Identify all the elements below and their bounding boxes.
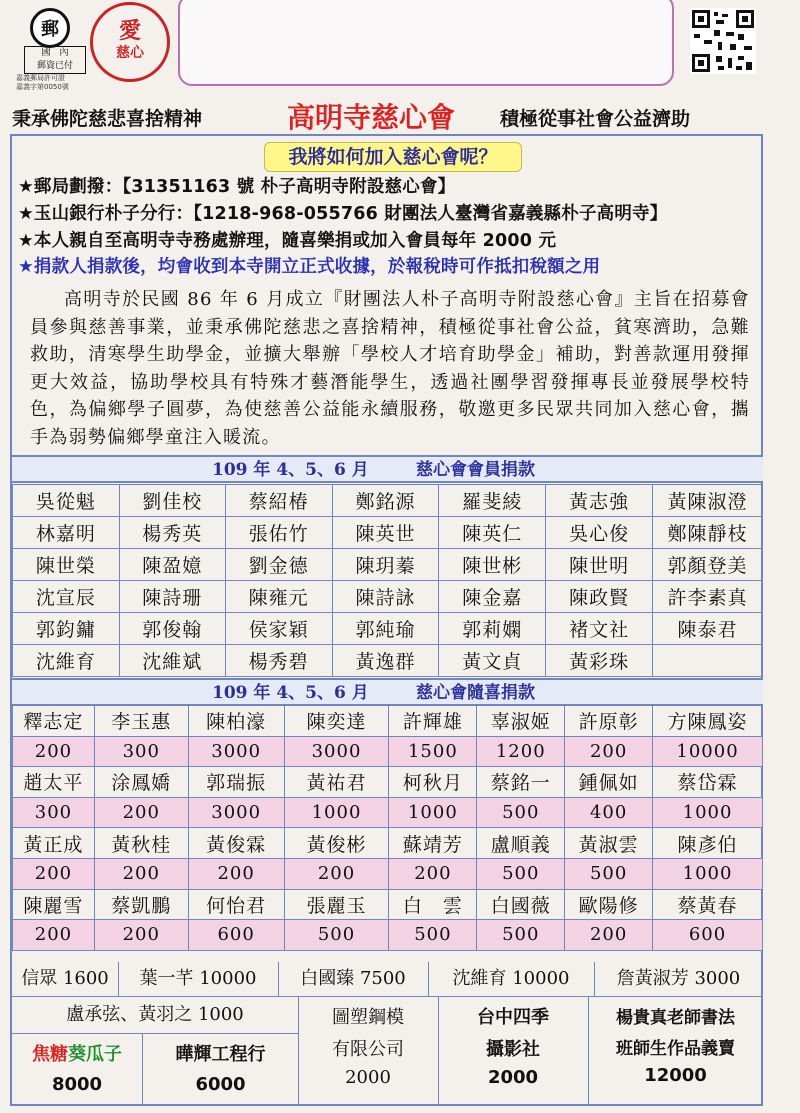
donation-amount: 1200: [477, 736, 565, 767]
donation-amount: 1500: [389, 736, 477, 767]
title-left: 秉承佛陀慈悲喜捨精神: [12, 108, 203, 130]
donor-name-row: [13, 706, 763, 737]
donation-amount: 300: [94, 736, 188, 767]
donation-amount: 500: [477, 920, 565, 951]
donation-amount: 200: [13, 736, 95, 767]
donor-name-row: [13, 828, 763, 859]
postage-paid-box: 國 內 郵資已付: [24, 46, 86, 74]
member-name: 林嘉明: [13, 517, 120, 549]
join-banner: 我將如何加入慈心會呢？: [264, 142, 522, 172]
postal-transfer-line: ★郵局劃撥：【31351163 號 朴子高明寺附設慈心會】: [18, 177, 456, 197]
member-name: 黃逸群: [332, 645, 439, 677]
donation-amount: 500: [477, 858, 565, 889]
member-name: 吳從魁: [13, 485, 120, 517]
engineering-amount: 6000: [195, 1074, 246, 1095]
donation-amount: 200: [389, 858, 477, 889]
member-name: 郭鈞鏞: [13, 613, 120, 645]
table-row: [13, 581, 763, 613]
donor-name: 歐陽修: [565, 889, 653, 920]
member-name: 陳金嘉: [439, 581, 546, 613]
donor-name: 辜淑姬: [477, 706, 565, 737]
donor-name: 黃祐君: [284, 767, 389, 798]
donor-name-row: [13, 767, 763, 798]
member-name: 沈宣辰: [13, 581, 120, 613]
postage-stamp: [10, 8, 88, 91]
member-name: 陳世榮: [13, 549, 120, 581]
donor-name: 張麗玉: [284, 889, 389, 920]
donation-amount: 500: [565, 858, 653, 889]
member-name: 沈維斌: [119, 645, 225, 677]
post-logo-icon: 郵: [30, 8, 70, 48]
sponsors-row: [12, 997, 763, 1106]
donor-name-row: [13, 889, 763, 920]
intro-paragraph: 高明寺於民國 86 年 6 月成立『財團法人朴子高明寺附設慈心會』主旨在招募會員參與慈善事業，並秉承佛陀慈悲之喜捨精神，積極從事社會公益，貧寒濟助，急難救助，清寒學生助學金，並擴大舉辦「學校人才培育助學金」補助，對善款運用發揮更大效益，協助學校具有特殊才藝潛能學生，透過社團學習發揮專長並發展學校特色，為偏鄉學子圓夢，為使慈善公益能永續服務，敬邀更多民眾共同加入慈心會，攜手為弱勢偏鄉學童注入暖流。: [30, 289, 750, 448]
qr-code-icon: [690, 8, 756, 74]
snack-sponsor: 焦糖葵瓜子 8000: [12, 1034, 143, 1106]
member-name: 黃陳淑澄: [653, 485, 763, 517]
member-name: 郭俊翰: [119, 613, 225, 645]
members-heading: [12, 455, 763, 483]
donation-amount: 300: [13, 797, 95, 828]
art-amount: 12000: [644, 1065, 707, 1086]
member-name: 陳英仁: [439, 517, 546, 549]
page-title-row: [0, 96, 800, 134]
table-row: [13, 613, 763, 645]
donor-name: 李玉惠: [94, 706, 188, 737]
donor-name: 蘇靖芳: [389, 828, 477, 859]
member-name: 黃志強: [546, 485, 653, 517]
extra-donation: 白國臻 7500: [278, 962, 429, 996]
donor-name: 釋志定: [13, 706, 95, 737]
donations-period: 109 年 4、5、6 月: [212, 683, 369, 703]
table-row: [13, 485, 763, 517]
member-name: 吳心俊: [546, 517, 653, 549]
donor-name: 陳彥伯: [653, 828, 763, 859]
donor-name: 白 雲: [389, 889, 477, 920]
donation-amount: 200: [565, 920, 653, 951]
extra-donation: 信眾 1600: [12, 962, 119, 996]
donor-amount-row: [13, 797, 763, 828]
donations-table: [12, 705, 763, 951]
member-name: 陳英世: [332, 517, 439, 549]
donor-name: 郭瑞振: [188, 767, 284, 798]
donation-amount: 500: [477, 797, 565, 828]
member-name: 劉佳校: [119, 485, 225, 517]
donation-amount: 200: [284, 858, 389, 889]
donation-amount: 1000: [389, 797, 477, 828]
sponsor-group-left: [12, 997, 299, 1106]
member-name: 鄭銘源: [332, 485, 439, 517]
donations-title: 慈心會隨喜捐款: [416, 683, 535, 703]
member-name: 黃文貞: [439, 645, 546, 677]
donation-amount: 1000: [653, 797, 763, 828]
donor-name: 盧順義: [477, 828, 565, 859]
donor-name: 涂鳳嬌: [94, 767, 188, 798]
member-name: 褚文社: [546, 613, 653, 645]
donor-name: 蔡銘一: [477, 767, 565, 798]
extra-donation: 沈維育 10000: [428, 962, 595, 996]
donation-amount: 200: [94, 858, 188, 889]
member-name: 陳泰君: [653, 613, 763, 645]
donation-amount: 1000: [653, 858, 763, 889]
donation-amount: 1000: [284, 797, 389, 828]
members-title: 慈心會會員捐款: [416, 460, 535, 480]
donor-name: 許原彰: [565, 706, 653, 737]
donor-name: 黃秋桂: [94, 828, 188, 859]
donation-amount: 3000: [188, 797, 284, 828]
donor-name: 趙太平: [13, 767, 95, 798]
donor-name: 何怡君: [188, 889, 284, 920]
postage-permit-note: 嘉義郵局許可證 嘉義字第0050號: [16, 74, 69, 91]
member-name: 劉金德: [225, 549, 332, 581]
member-name: 郭顏登美: [653, 549, 763, 581]
member-name: 陳世明: [546, 549, 653, 581]
member-name: 郭莉嫻: [439, 613, 546, 645]
temple-logo: [90, 2, 170, 82]
member-name: 陳詩詠: [332, 581, 439, 613]
member-name: 楊秀英: [119, 517, 225, 549]
donor-name: 黃俊霖: [188, 828, 284, 859]
snack-amount: 8000: [51, 1074, 103, 1095]
love-seal-icon: 愛 慈心: [90, 2, 170, 82]
extra-donations-row: [12, 962, 763, 997]
donation-amount: 3000: [284, 736, 389, 767]
bank-transfer-line: ★玉山銀行朴子分行：【1218-968-055766 財團法人臺灣省嘉義縣朴子高明寺】: [18, 204, 668, 224]
member-name: 陳雍元: [225, 581, 332, 613]
donor-amount-row: [13, 858, 763, 889]
members-table: [12, 484, 763, 677]
mold-amount: 2000: [345, 1067, 391, 1088]
extra-donation: 葉一芊 10000: [118, 962, 279, 996]
donor-name: 蔡黃春: [653, 889, 763, 920]
member-name: 陳政賢: [546, 581, 653, 613]
member-name: 侯家穎: [225, 613, 332, 645]
donor-name: 黃淑雲: [565, 828, 653, 859]
member-name: 郭純瑜: [332, 613, 439, 645]
donation-amount: 200: [565, 736, 653, 767]
table-row: [13, 549, 763, 581]
extra-donation: 詹黃淑芳 3000: [616, 968, 741, 989]
member-name: 黃彩珠: [546, 645, 653, 677]
donor-amount-row: [13, 920, 763, 951]
donor-name: 柯秋月: [389, 767, 477, 798]
member-name: 許李素真: [653, 581, 763, 613]
photo-amount: 2000: [487, 1067, 539, 1088]
donation-amount: 600: [188, 920, 284, 951]
donor-name: 蔡凱鵬: [94, 889, 188, 920]
page-title: 高明寺慈心會: [287, 101, 456, 134]
donor-name: 許輝雄: [389, 706, 477, 737]
member-name: [653, 645, 763, 677]
engineering-sponsor: 曄輝工程行 6000: [143, 1034, 298, 1106]
donation-amount: 200: [188, 858, 284, 889]
donation-amount: 200: [13, 858, 95, 889]
member-name: 張佑竹: [225, 517, 332, 549]
receipt-note-line: ★捐款人捐款後，均會收到本寺開立正式收據，於報稅時可作抵扣稅額之用: [18, 257, 601, 277]
donation-amount: 3000: [188, 736, 284, 767]
photo-sponsor: 台中四季 攝影社 2000: [438, 997, 589, 1106]
donation-amount: 200: [13, 920, 95, 951]
donor-name: 陳柏濠: [188, 706, 284, 737]
donor-name: 方陳鳳姿: [653, 706, 763, 737]
member-name: 陳世彬: [439, 549, 546, 581]
donation-amount: 600: [653, 920, 763, 951]
member-name: 鄭陳靜枝: [653, 517, 763, 549]
donations-heading: [12, 678, 763, 706]
mold-sponsor: 圖塑鋼模 有限公司 2000: [298, 997, 439, 1106]
in-person-line: ★本人親自至高明寺寺務處辦理，隨喜樂捐或加入會員每年 2000 元: [18, 231, 557, 251]
donor-name: 黃俊彬: [284, 828, 389, 859]
donor-amount-row: [13, 736, 763, 767]
title-right: 積極從事社會公益濟助: [500, 108, 691, 130]
members-period: 109 年 4、5、6 月: [212, 460, 369, 480]
donor-name: 白國薇: [477, 889, 565, 920]
donation-amount: 200: [94, 920, 188, 951]
table-row: [13, 517, 763, 549]
donor-name: 鍾佩如: [565, 767, 653, 798]
donor-name: 陳麗雪: [13, 889, 95, 920]
member-name: 蔡紹椿: [225, 485, 332, 517]
member-name: 楊秀碧: [225, 645, 332, 677]
donor-name: 陳奕達: [284, 706, 389, 737]
member-name: 沈維育: [13, 645, 120, 677]
art-sale-sponsor: 楊貴真老師書法 班師生作品義賣 12000: [588, 997, 763, 1106]
address-label-box: [178, 0, 674, 86]
donation-amount: 500: [284, 920, 389, 951]
donor-name: 黃正成: [13, 828, 95, 859]
donation-amount: 200: [94, 797, 188, 828]
donor-name: 蔡岱霖: [653, 767, 763, 798]
member-name: 陳玥蓁: [332, 549, 439, 581]
member-name: 陳盈嬑: [119, 549, 225, 581]
table-row: [13, 645, 763, 677]
member-name: 陳詩珊: [119, 581, 225, 613]
donation-amount: 10000: [653, 736, 763, 767]
donation-amount: 400: [565, 797, 653, 828]
member-name: 羅斐綾: [439, 485, 546, 517]
lu-donation: 盧承弦、黃羽之 1000: [12, 997, 298, 1034]
donation-amount: 500: [389, 920, 477, 951]
